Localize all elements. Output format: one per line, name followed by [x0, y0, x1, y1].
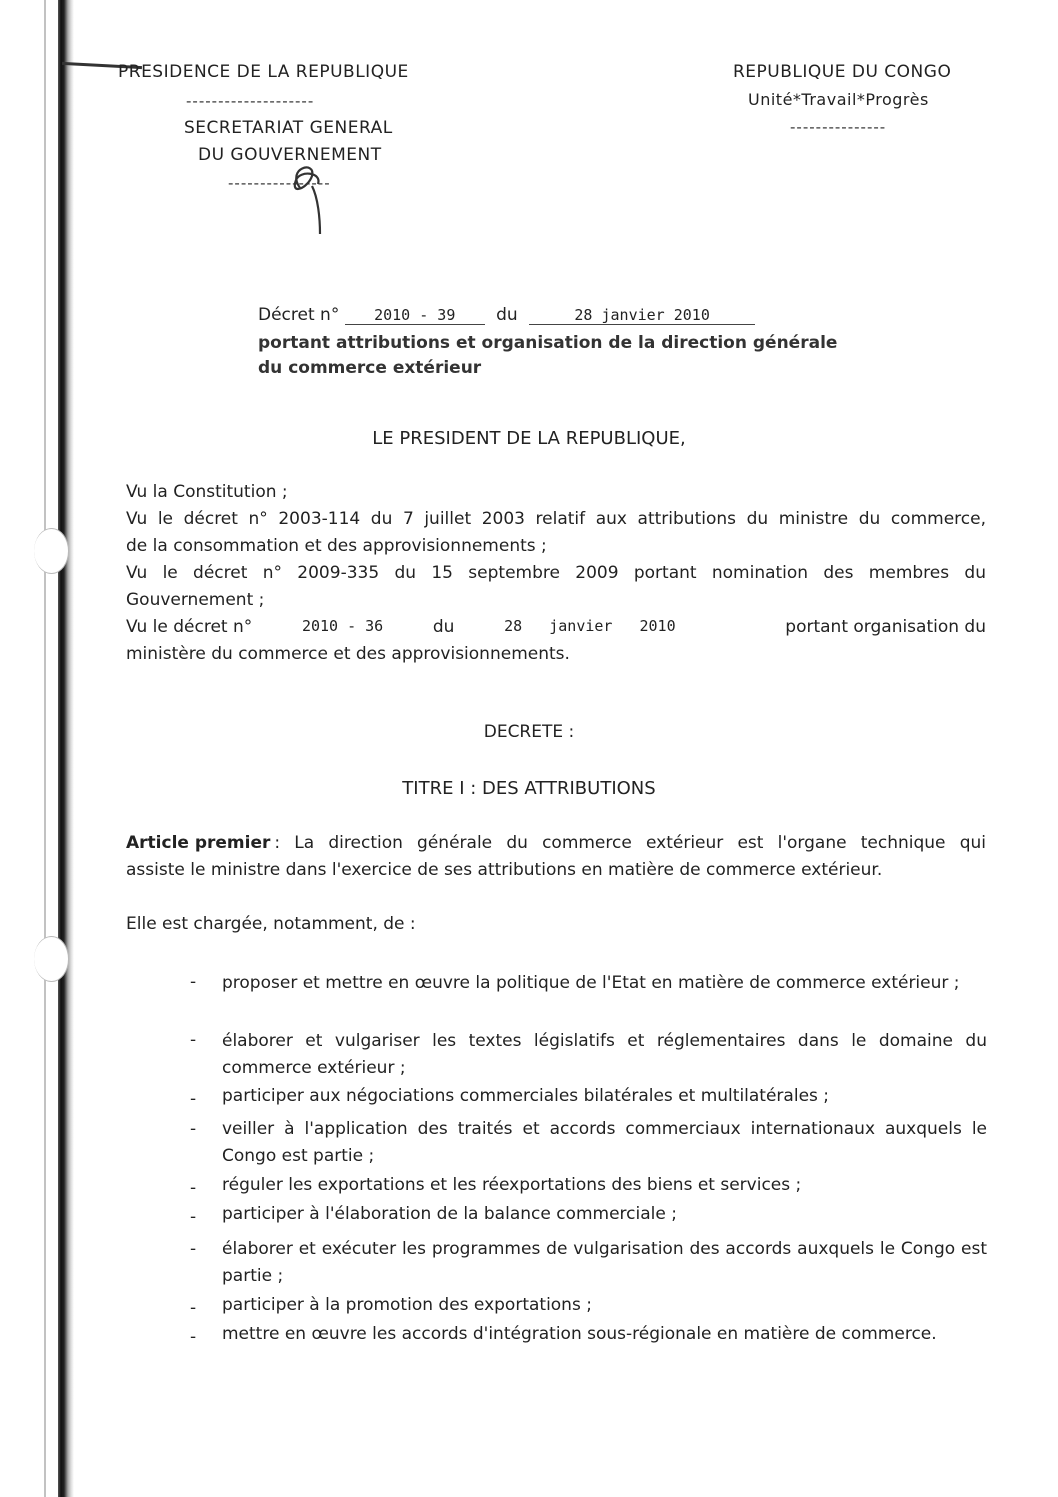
vu-date: 28 janvier 2010 — [504, 617, 676, 635]
decree-prefix: Décret n° — [258, 305, 340, 325]
punch-hole — [34, 936, 69, 982]
bullet-item: mettre en œuvre les accords d'intégration sous-régionale en matière de commerce. — [222, 1324, 937, 1344]
bullet-marker: - — [190, 1327, 197, 1347]
initials-signature — [282, 158, 342, 238]
header-divider: -------------------- — [186, 92, 315, 110]
vu-line: ministère du commerce et des approvisionnements. — [126, 644, 570, 664]
vu-line: de la consommation et des approvisionnements ; — [126, 536, 547, 556]
bullet-item: proposer et mettre en œuvre la politique de l'Etat en matière de commerce extérieur ; — [222, 973, 960, 993]
decree-du: du — [496, 305, 518, 325]
bullet-item: élaborer et vulgariser les textes législatifs et réglementaires dans le domaine du commerce extérieur ; — [222, 1031, 987, 1078]
bullet-marker: - — [190, 1030, 197, 1050]
vu-line — [126, 617, 986, 637]
vu-du: du — [432, 617, 455, 637]
bullet-marker: - — [190, 1178, 197, 1198]
article-label: Article premier — [126, 833, 271, 853]
vu-suffix: portant organisation du — [785, 617, 986, 637]
header-gouvernement: DU GOUVERNEMENT — [198, 145, 382, 165]
bullet-item: participer aux négociations commerciales bilatérales et multilatérales ; — [222, 1086, 830, 1106]
bullet-marker: - — [190, 1089, 197, 1109]
article-intro: Elle est chargée, notamment, de : — [126, 914, 416, 934]
article-text: : La direction générale du commerce extérieur est l'organe technique qui — [274, 833, 986, 853]
titre-heading: TITRE I : DES ATTRIBUTIONS — [402, 778, 656, 799]
vu-prefix: Vu le décret n° — [126, 617, 253, 637]
article-text: assiste le ministre dans l'exercice de ses attributions en matière de commerce extérieur. — [126, 860, 883, 880]
decree-number: 2010 - 39 — [345, 306, 485, 325]
header-divider: --------------- — [790, 118, 887, 136]
decree-title — [258, 305, 755, 325]
bullet-item: réguler les exportations et les réexportations des biens et services ; — [222, 1175, 802, 1195]
vu-line: Vu le décret n° 2003-114 du 7 juillet 2003 relatif aux attributions du ministre du commerce, — [126, 509, 986, 529]
header-divider: ---------------- — [228, 174, 331, 192]
header-secretariat: SECRETARIAT GENERAL — [184, 118, 393, 138]
decree-subject-line: du commerce extérieur — [258, 358, 482, 378]
bullet-marker: - — [190, 972, 197, 992]
article-first-line — [126, 833, 986, 853]
decree-subject-line: portant attributions et organisation de la direction générale — [258, 333, 838, 353]
bullet-marker: - — [190, 1239, 197, 1259]
decrete-heading: DECRETE : — [483, 722, 575, 742]
header-presidence: PRESIDENCE DE LA REPUBLIQUE — [118, 62, 409, 82]
bullet-item: élaborer et exécuter les programmes de vulgarisation des accords auxquels le Congo est partie ; — [222, 1239, 987, 1286]
header-motto: Unité*Travail*Progrès — [748, 90, 929, 109]
president-heading: LE PRESIDENT DE LA REPUBLIQUE, — [372, 428, 686, 449]
punch-hole — [34, 528, 69, 574]
bullet-item: veiller à l'application des traités et accords commerciaux internationaux auxquels le Congo est partie ; — [222, 1119, 987, 1166]
vu-line: Vu le décret n° 2009-335 du 15 septembre 2009 portant nomination des membres du — [126, 563, 986, 583]
vu-number: 2010 - 36 — [301, 617, 384, 635]
vu-line: Gouvernement ; — [126, 590, 265, 610]
decree-date: 28 janvier 2010 — [529, 306, 755, 325]
vu-line: Vu la Constitution ; — [126, 482, 288, 502]
bullet-marker: - — [190, 1119, 197, 1139]
bullet-item: participer à la promotion des exportations ; — [222, 1295, 592, 1315]
binding-edge — [44, 0, 46, 1497]
binding-strip — [58, 0, 74, 1497]
header-republique: REPUBLIQUE DU CONGO — [733, 62, 952, 82]
bullet-marker: - — [190, 1207, 197, 1227]
bullet-item: participer à l'élaboration de la balance commerciale ; — [222, 1204, 677, 1224]
bullet-marker: - — [190, 1298, 197, 1318]
